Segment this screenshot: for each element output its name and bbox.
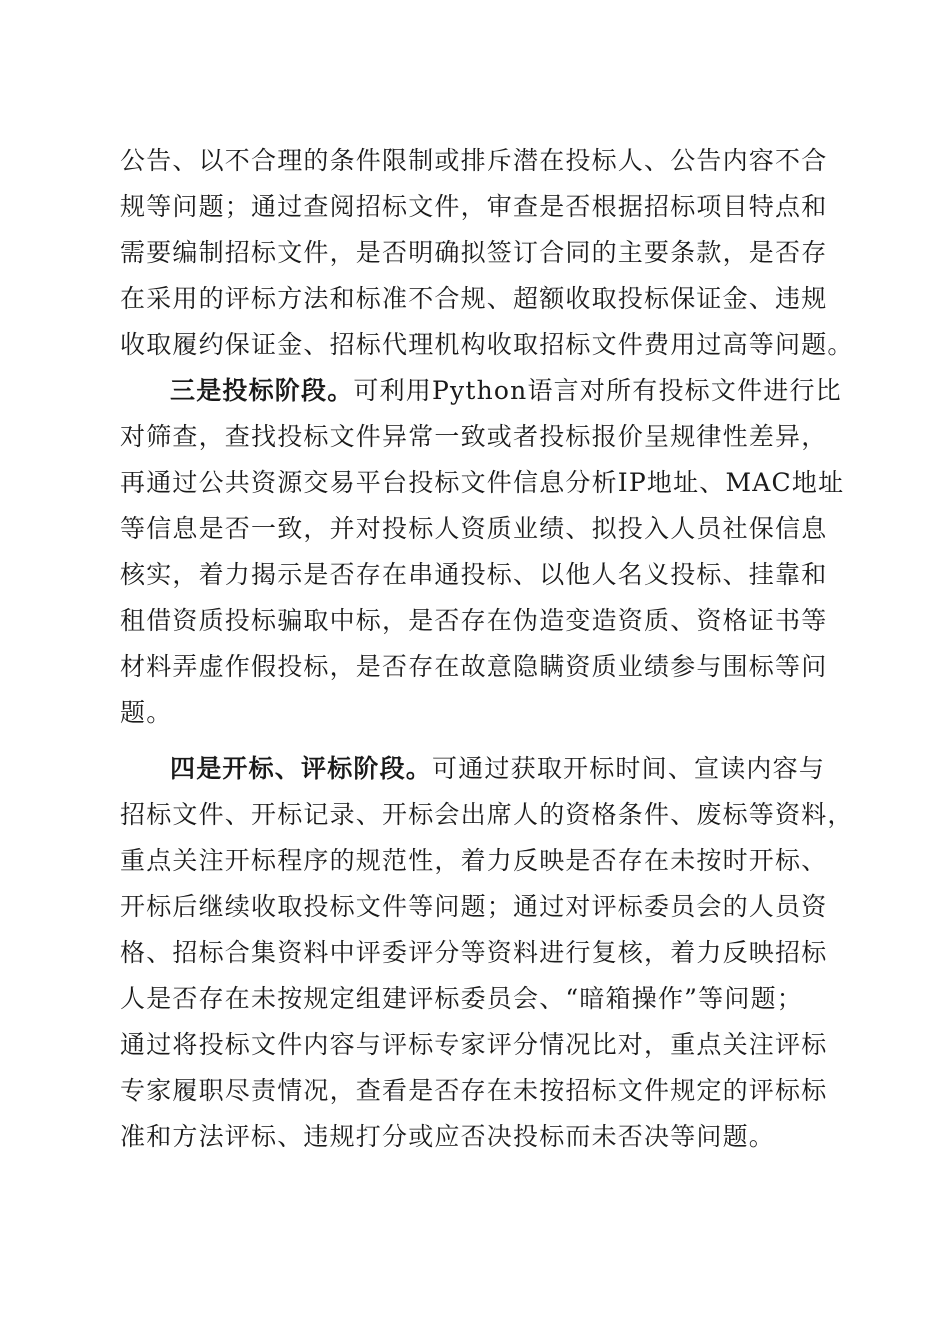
text-line: 人是否存在未按规定组建评标委员会、“暗箱操作”等问题；: [120, 984, 803, 1013]
text-run: 可通过获取开标时间、宣读内容与: [432, 754, 826, 783]
text-line: 等信息是否一致，并对投标人资质业绩、拟投入人员社保信息: [120, 514, 828, 543]
paragraph-evaluation-stage: [120, 746, 854, 1160]
text-line: 对筛查，查找投标文件异常一致或者投标报价呈规律性差异，: [120, 422, 828, 451]
text-line: 核实，着力揭示是否存在串通投标、以他人名义投标、挂靠和: [120, 560, 828, 589]
text-line: 收取履约保证金、招标代理机构收取招标文件费用过高等问题。: [120, 330, 854, 359]
paragraph-bidding-stage: [120, 368, 845, 736]
text-line: 专家履职尽责情况，查看是否存在未按招标文件规定的评标标: [120, 1076, 828, 1105]
paragraph-heading: 三是投标阶段。: [170, 376, 354, 405]
text-line: 材料弄虚作假投标，是否存在故意隐瞒资质业绩参与围标等问: [120, 652, 828, 681]
paragraph-continuation: [120, 138, 854, 368]
paragraph-gap: [120, 736, 832, 746]
document-body: [120, 138, 854, 1160]
text-line: 格、招标合集资料中评委评分等资料进行复核，着力反映招标: [120, 938, 828, 967]
text-line: 需要编制招标文件，是否明确拟签订合同的主要条款，是否存: [120, 238, 828, 267]
text-line: 规等问题；通过查阅招标文件，审查是否根据招标项目特点和: [120, 192, 828, 221]
text-line: 准和方法评标、违规打分或应否决投标而未否决等问题。: [120, 1122, 776, 1151]
text-run: 可利用Python语言对所有投标文件进行比: [353, 376, 842, 405]
text-line: 在采用的评标方法和标准不合规、超额收取投标保证金、违规: [120, 284, 828, 313]
text-line: 再通过公共资源交易平台投标文件信息分析IP地址、MAC地址: [120, 468, 845, 497]
text-line: 公告、以不合理的条件限制或排斥潜在投标人、公告内容不合: [120, 146, 828, 175]
paragraph-heading: 四是开标、评标阶段。: [170, 754, 433, 783]
text-line-first: [120, 746, 832, 792]
text-line: 租借资质投标骗取中标，是否存在伪造变造资质、资格证书等: [120, 606, 828, 635]
text-line: 开标后继续收取投标文件等问题；通过对评标委员会的人员资: [120, 892, 828, 921]
text-line: 招标文件、开标记录、开标会出席人的资格条件、废标等资料，: [120, 800, 854, 829]
text-line-first: [120, 368, 842, 414]
text-line: 题。: [120, 698, 173, 727]
text-line: 重点关注开标程序的规范性，着力反映是否存在未按时开标、: [120, 846, 828, 875]
text-line: 通过将投标文件内容与评标专家评分情况比对，重点关注评标: [120, 1030, 828, 1059]
